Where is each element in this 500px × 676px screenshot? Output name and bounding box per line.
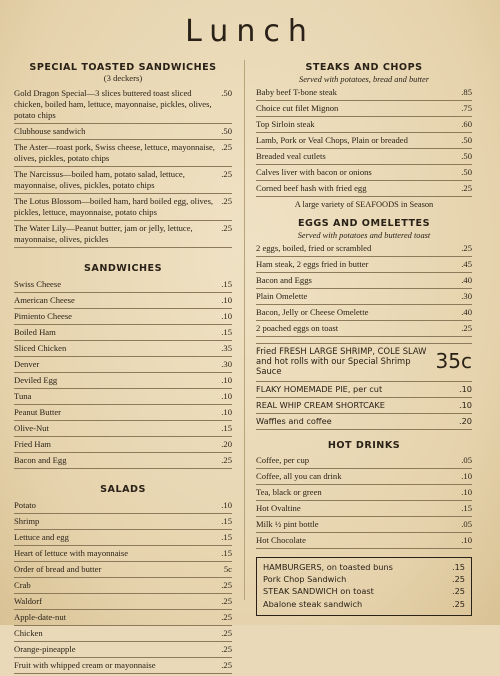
menu-item-name: Heart of lettuce with mayonnaise: [14, 548, 129, 558]
menu-item-name: Calves liver with bacon or onions: [256, 167, 372, 177]
menu-item: [14, 455, 232, 466]
row-rule: [256, 116, 472, 117]
menu-item-name: Lettuce and egg: [14, 532, 69, 542]
menu-item-name: Lamb, Pork or Veal Chops, Plain or breaded: [256, 135, 408, 145]
left-column: [14, 62, 232, 676]
right-column: [256, 62, 472, 616]
menu-item: [256, 519, 472, 530]
menu-item-price: .15: [221, 532, 232, 542]
menu-item-name: Baby beef T-bone steak: [256, 87, 337, 97]
menu-item: [14, 580, 232, 591]
menu-item: [14, 612, 232, 623]
drinks-heading: HOT DRINKS: [327, 440, 401, 451]
shrimp-desc: Fried FRESH LARGE SHRIMP, COLE SLAW and hot rolls with our Special Shrimp Sauce: [256, 346, 427, 376]
row-rule: [14, 247, 232, 248]
menu-item-name: Sliced Chicken: [14, 343, 67, 353]
row-rule: [256, 256, 472, 257]
column-divider: [244, 60, 245, 600]
menu-item: [256, 416, 472, 427]
sandwiches-heading: SANDWICHES: [83, 263, 162, 274]
row-rule: [14, 436, 232, 437]
menu-item-name: The Aster—roast pork, Swiss cheese, lettuce, mayonnaise, olives, pickles, potato chips: [14, 142, 215, 163]
row-rule: [14, 513, 232, 514]
menu-item: [263, 562, 465, 573]
menu-item-price: .25: [221, 223, 232, 233]
menu-item: [256, 183, 472, 194]
menu-item-name: Top Sirloin steak: [256, 119, 315, 129]
menu-item-price: .25: [461, 243, 472, 253]
menu-item-price: .10: [221, 500, 232, 510]
menu-item-price: .25: [221, 596, 232, 606]
menu-item-name: Apple-date-nut: [14, 612, 67, 622]
menu-item-name: Bacon and Egg: [14, 455, 67, 465]
row-rule: [256, 196, 472, 197]
menu-item-price: .25: [221, 142, 232, 152]
menu-item: [14, 423, 232, 434]
row-rule: [14, 324, 232, 325]
menu-item-price: .50: [461, 135, 472, 145]
menu-item: [256, 323, 472, 334]
hamburger-box: [256, 557, 472, 616]
menu-item: [14, 375, 232, 386]
menu-item: [14, 142, 232, 164]
row-rule: [14, 673, 232, 674]
menu-item-name: Denver: [14, 359, 40, 369]
menu-item-name: HAMBURGERS, on toasted buns: [263, 562, 393, 572]
row-rule: [256, 132, 472, 133]
eggs-heading: EGGS AND OMELETTES: [297, 218, 430, 229]
menu-item-price: .40: [461, 275, 472, 285]
menu-item-name: Deviled Egg: [14, 375, 58, 385]
menu-item: [14, 343, 232, 354]
menu-item-name: Coffee, per cup: [256, 455, 310, 465]
row-rule: [256, 148, 472, 149]
menu-item-name: Swiss Cheese: [14, 279, 62, 289]
menu-item-name: Abalone steak sandwich: [263, 598, 363, 609]
box-list: [263, 562, 465, 610]
menu-title: Lunch: [185, 14, 315, 49]
dessert-list: [256, 384, 472, 430]
row-rule: [256, 484, 472, 485]
row-rule: [14, 625, 232, 626]
menu-item: [256, 119, 472, 130]
row-rule: [14, 123, 232, 124]
row-rule: [256, 304, 472, 305]
menu-item-name: Plain Omelette: [256, 291, 308, 301]
menu-item: [14, 126, 232, 137]
special-heading: SPECIAL TOASTED SANDWICHES: [29, 62, 217, 73]
menu-item: [256, 503, 472, 514]
menu-item-name: Orange-pineapple: [14, 644, 76, 654]
salads-heading: SALADS: [100, 484, 146, 495]
row-rule: [14, 388, 232, 389]
menu-item: [14, 439, 232, 450]
menu-item-price: .10: [458, 384, 472, 394]
row-rule: [256, 429, 472, 430]
menu-item: [256, 135, 472, 146]
menu-item: [14, 596, 232, 607]
menu-item-price: .45: [461, 259, 472, 269]
menu-item-name: 2 poached eggs on toast: [256, 323, 339, 333]
menu-item: [14, 532, 232, 543]
menu-item-name: Corned beef hash with fried egg: [256, 183, 367, 193]
drink-list: [256, 455, 472, 549]
row-rule: [14, 545, 232, 546]
menu-item-price: .10: [221, 375, 232, 385]
row-rule: [14, 529, 232, 530]
menu-item: [263, 574, 465, 585]
menu-item-price: .50: [461, 151, 472, 161]
menu-item-name: Waffles and coffee: [256, 416, 332, 426]
row-rule: [256, 100, 472, 101]
menu-item-price: .50: [221, 88, 232, 98]
menu-item-price: .10: [221, 391, 232, 401]
menu-item-name: REAL WHIP CREAM SHORTCAKE: [256, 400, 385, 410]
menu-item: [14, 660, 232, 671]
row-rule: [256, 180, 472, 181]
menu-item-price: .10: [461, 471, 472, 481]
row-rule: [14, 193, 232, 194]
eggs-served: Served with potatoes and buttered toast: [297, 231, 431, 240]
steak-list: [256, 87, 472, 197]
menu-item-name: Boiled Ham: [14, 327, 56, 337]
menu-item-name: Milk ½ pint bottle: [256, 519, 319, 529]
row-rule: [14, 308, 232, 309]
row-rule: [14, 452, 232, 453]
menu-item-name: FLAKY HOMEMADE PIE, per cut: [256, 384, 383, 394]
menu-item: [263, 586, 465, 597]
menu-item-price: .40: [461, 307, 472, 317]
menu-item: [14, 628, 232, 639]
menu-item-price: .60: [461, 119, 472, 129]
row-rule: [256, 500, 472, 501]
salad-list: [14, 500, 232, 674]
menu-item-name: Shrimp: [14, 516, 40, 526]
menu-item-name: Hot Ovaltine: [256, 503, 301, 513]
menu-item: [14, 391, 232, 402]
row-rule: [14, 139, 232, 140]
menu-item-price: .15: [221, 327, 232, 337]
menu-item: [256, 307, 472, 318]
shrimp-special: [256, 346, 472, 376]
menu-item-name: Peanut Butter: [14, 407, 62, 417]
menu-item-price: .25: [461, 183, 472, 193]
row-rule: [14, 561, 232, 562]
menu-item-price: 5c: [223, 564, 232, 574]
menu-item: [14, 548, 232, 559]
menu-item-name: Fried Ham: [14, 439, 51, 449]
menu-item-price: .25: [221, 628, 232, 638]
menu-item-price: .15: [221, 423, 232, 433]
row-rule: [14, 577, 232, 578]
menu-item: [14, 169, 232, 191]
row-rule: [14, 220, 232, 221]
menu-item-name: Pork Chop Sandwich: [263, 574, 347, 585]
row-rule: [256, 288, 472, 289]
menu-item-price: .10: [221, 295, 232, 305]
menu-item-name: 2 eggs, boiled, fried or scrambled: [256, 243, 372, 253]
menu-item-name: Bacon and Eggs: [256, 275, 312, 285]
menu-item-name: The Narcissus—boiled ham, potato salad, lettuce, mayonnaise, olives, pickles, potato chips: [14, 169, 185, 190]
special-list: [14, 88, 232, 248]
menu-item-name: Potato: [14, 500, 36, 510]
row-rule: [256, 548, 472, 549]
menu-item-name: Coffee, all you can drink: [256, 471, 342, 481]
menu-item: [256, 471, 472, 482]
menu-item-price: .25: [221, 169, 232, 179]
menu-item-price: .25: [221, 580, 232, 590]
row-rule: [256, 272, 472, 273]
row-rule: [256, 532, 472, 533]
menu-item-name: Chicken: [14, 628, 43, 638]
row-rule: [256, 397, 472, 398]
menu-item: [14, 564, 232, 575]
sandwich-list: [14, 279, 232, 469]
egg-list: [256, 243, 472, 337]
menu-item-name: Clubhouse sandwich: [14, 126, 86, 136]
menu-item-name: Crab: [14, 580, 31, 590]
row-rule: [14, 372, 232, 373]
menu-item-price: .50: [461, 167, 472, 177]
menu-item: [14, 88, 232, 121]
steaks-served: Served with potatoes, bread and butter: [299, 75, 429, 84]
menu-item: [14, 359, 232, 370]
menu-item-price: .25: [221, 196, 232, 206]
row-rule: [256, 164, 472, 165]
menu-item-price: .10: [221, 407, 232, 417]
menu-item-name: Pimiento Cheese: [14, 311, 72, 321]
menu-item-name: Tea, black or green: [256, 487, 322, 497]
menu-item-name: STEAK SANDWICH on toast: [263, 586, 374, 597]
menu-item: [14, 500, 232, 511]
menu-item: [14, 327, 232, 338]
row-rule: [256, 320, 472, 321]
row-rule: [14, 340, 232, 341]
menu-item-name: Breaded veal cutlets: [256, 151, 326, 161]
menu-item: [256, 243, 472, 254]
row-rule: [256, 468, 472, 469]
row-rule: [14, 657, 232, 658]
menu-item-name: The Lotus Blossom—boiled ham, hard boiled egg, olives, pickles, lettuce, mayonnaise, potato chips: [14, 196, 214, 217]
shrimp-price: 35c: [435, 348, 472, 373]
row-rule: [14, 468, 232, 469]
menu-item-price: .25: [461, 323, 472, 333]
menu-item-price: .25: [451, 574, 465, 585]
menu-item: [14, 407, 232, 418]
menu-item-price: .15: [451, 562, 465, 572]
menu-item-name: Fruit with whipped cream or mayonnaise: [14, 660, 156, 670]
menu-item: [256, 275, 472, 286]
menu-item-name: Gold Dragon Special—3 slices buttered toast sliced chicken, boiled ham, lettuce, mayonnaise, pickles, olives, potato chips: [14, 88, 212, 120]
menu-item-price: .25: [221, 660, 232, 670]
menu-item-price: .25: [451, 598, 465, 609]
menu-item: [256, 167, 472, 178]
menu-item-price: .20: [221, 439, 232, 449]
menu-item-price: .10: [461, 535, 472, 545]
menu-item-price: .10: [461, 487, 472, 497]
row-rule: [14, 166, 232, 167]
row-rule: [14, 356, 232, 357]
menu-item-price: .15: [221, 279, 232, 289]
menu-item-price: .30: [221, 359, 232, 369]
menu-item-price: .20: [458, 416, 472, 426]
menu-item-price: .50: [221, 126, 232, 136]
menu-item-price: .10: [458, 400, 472, 410]
menu-item: [256, 259, 472, 270]
seafood-note: A large variety of SEAFOODS in Season: [294, 200, 434, 209]
menu-item: [14, 279, 232, 290]
menu-item: [14, 295, 232, 306]
menu-item-name: Bacon, Jelly or Cheese Omelette: [256, 307, 369, 317]
menu-item-name: Order of bread and butter: [14, 564, 102, 574]
row-rule: [14, 609, 232, 610]
menu-item-name: Ham steak, 2 eggs fried in butter: [256, 259, 369, 269]
menu-item: [256, 151, 472, 162]
menu-item-price: .15: [221, 548, 232, 558]
menu-item-name: American Cheese: [14, 295, 75, 305]
menu-item: [256, 384, 472, 395]
menu-item-price: .35: [221, 343, 232, 353]
menu-item-price: .75: [461, 103, 472, 113]
menu-item: [256, 400, 472, 411]
menu-item-price: .10: [221, 311, 232, 321]
menu-item-name: Tuna: [14, 391, 32, 401]
row-rule: [14, 292, 232, 293]
menu-item: [14, 223, 232, 245]
menu-item: [256, 291, 472, 302]
menu-item-name: The Water Lily—Peanut butter, jam or jelly, lettuce, mayonnaise, olives, pickles: [14, 223, 193, 244]
menu-item-price: .85: [461, 87, 472, 97]
menu-item: [256, 487, 472, 498]
row-rule: [256, 336, 472, 337]
menu-item: [256, 535, 472, 546]
menu-item: [14, 644, 232, 655]
row-rule: [14, 404, 232, 405]
menu-item: [256, 87, 472, 98]
menu-item-price: .15: [221, 516, 232, 526]
menu-item-price: .25: [221, 455, 232, 465]
menu-item-price: .05: [461, 455, 472, 465]
menu-item-name: Hot Chocolate: [256, 535, 306, 545]
row-rule: [14, 593, 232, 594]
row-rule: [256, 413, 472, 414]
menu-item-price: .30: [461, 291, 472, 301]
menu-item-price: .05: [461, 519, 472, 529]
menu-item-price: .25: [221, 612, 232, 622]
menu-item-price: .25: [221, 644, 232, 654]
menu-item-name: Olive-Nut: [14, 423, 49, 433]
row-rule: [14, 641, 232, 642]
menu-item: [14, 516, 232, 527]
steaks-heading: STEAKS AND CHOPS: [305, 62, 423, 73]
menu-item: [14, 196, 232, 218]
menu-item-price: .25: [451, 586, 465, 597]
row-rule: [14, 420, 232, 421]
row-rule: [256, 516, 472, 517]
menu-item: [263, 599, 465, 610]
special-subheading: (3 deckers): [103, 73, 143, 83]
menu-item-name: Choice cut filet Mignon: [256, 103, 339, 113]
menu-item: [256, 455, 472, 466]
menu-item-price: .15: [461, 503, 472, 513]
menu-item: [14, 311, 232, 322]
menu-item-name: Waldorf: [14, 596, 42, 606]
menu-item: [256, 103, 472, 114]
